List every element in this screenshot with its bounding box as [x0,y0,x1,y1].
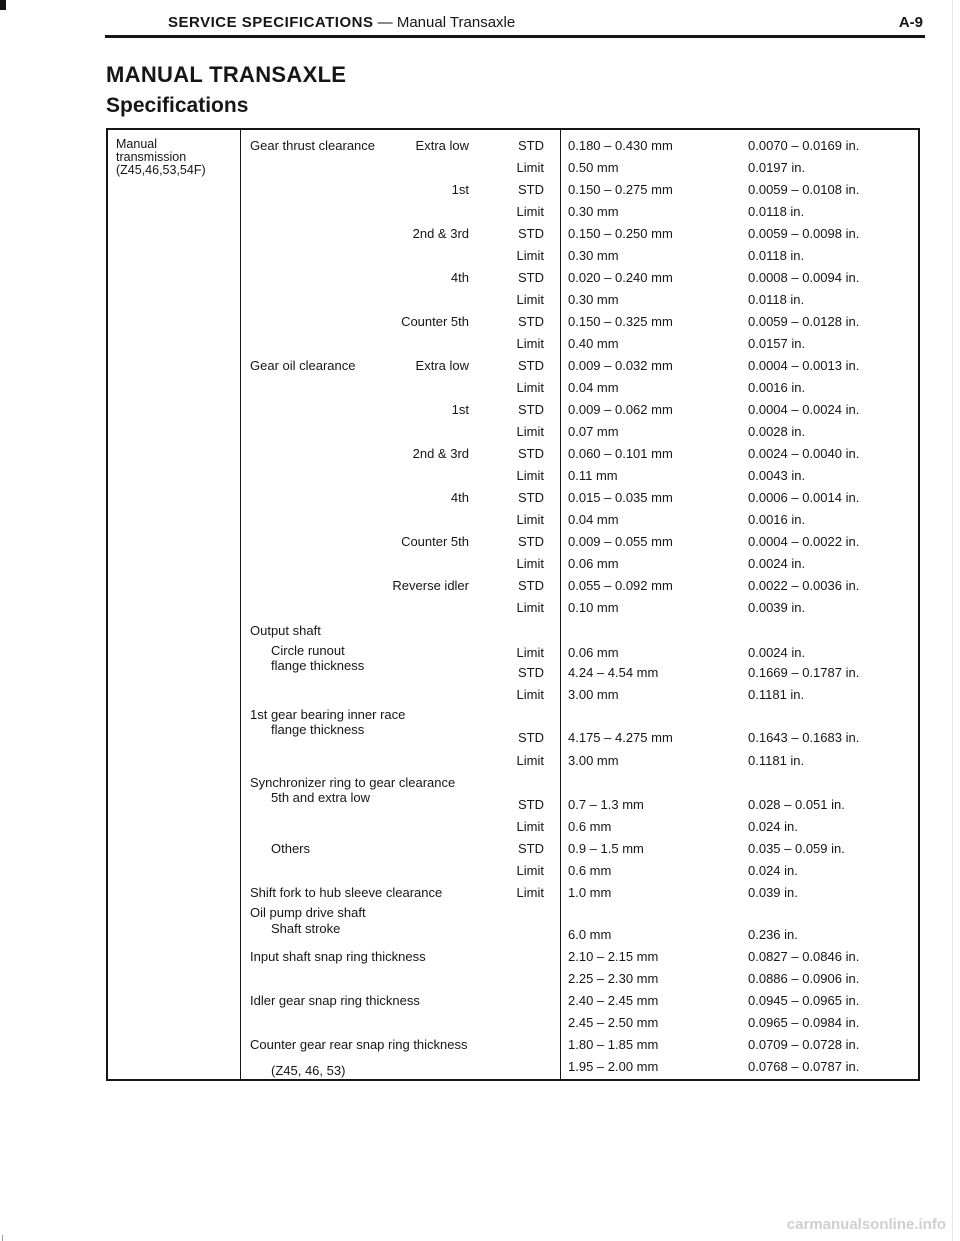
section-label-line: transmission [116,150,187,164]
spec-subitem-label: Others [271,841,311,856]
spec-subitem-label: (Z45, 46, 53) [271,1063,346,1078]
page-subtitle: Specifications [106,94,249,117]
spec-metric-value: 6.0 mm [568,927,612,942]
spec-subitem-label: Circle runout [271,643,345,658]
spec-imperial-value: 0.0945 – 0.0965 in. [748,993,860,1008]
spec-group-label: Gear oil clearance [250,358,356,373]
spec-imperial-value: 0.0118 in. [748,292,805,307]
spec-type-label: Limit [516,512,544,527]
spec-imperial-value: 0.0039 in. [748,600,806,615]
spec-imperial-value: 0.0004 – 0.0013 in. [748,358,860,373]
spec-imperial-value: 0.0827 – 0.0846 in. [748,949,860,964]
spec-imperial-value: 0.0024 in. [748,556,806,571]
scan-edge-mark [2,1235,3,1241]
spec-type-label: STD [518,730,544,745]
header-title [168,14,515,31]
spec-type-label: Limit [516,687,544,702]
scan-corner-mark [0,0,6,10]
spec-imperial-value: 0.0118 in. [748,204,805,219]
spec-group-label: Oil pump drive shaft [250,905,366,920]
spec-metric-value: 0.009 – 0.055 mm [568,534,673,549]
spec-item-label: 1st [451,182,469,197]
section-label-line: Manual [116,137,157,151]
spec-imperial-value: 0.0157 in. [748,336,806,351]
spec-type-label: STD [518,402,544,417]
spec-metric-value: 0.30 mm [568,204,619,219]
spec-metric-value: 2.40 – 2.45 mm [568,993,659,1008]
spec-type-label: STD [518,358,544,373]
spec-imperial-value: 0.0059 – 0.0128 in. [748,314,860,329]
spec-type-label: STD [518,446,544,461]
spec-group-label: Synchronizer ring to gear clearance [250,775,456,790]
spec-imperial-value: 0.0016 in. [748,512,806,527]
spec-subitem-label: Shaft stroke [271,921,341,936]
spec-metric-value: 0.06 mm [568,645,619,660]
spec-imperial-value: 0.0059 – 0.0098 in. [748,226,860,241]
spec-metric-value: 2.45 – 2.50 mm [568,1015,659,1030]
spec-imperial-value: 0.1181 in. [748,687,805,702]
spec-item-label: Extra low [415,138,469,153]
spec-type-label: STD [518,797,544,812]
spec-metric-value: 0.180 – 0.430 mm [568,138,673,153]
spec-type-label: STD [518,490,544,505]
spec-item-label: Extra low [415,358,469,373]
header-separator: — [377,14,393,31]
spec-metric-value: 2.25 – 2.30 mm [568,971,659,986]
spec-imperial-value: 0.0965 – 0.0984 in. [748,1015,860,1030]
spec-subitem-label: flange thickness [271,658,365,673]
header-rule [105,35,925,38]
spec-metric-value: 0.07 mm [568,424,619,439]
section-label-line: (Z45,46,53,54F) [116,163,206,177]
spec-type-label: Limit [516,424,544,439]
header-topic: Manual Transaxle [396,14,516,31]
column-divider-section [240,130,241,1079]
spec-metric-value: 0.150 – 0.250 mm [568,226,673,241]
spec-metric-value: 0.060 – 0.101 mm [568,446,673,461]
spec-imperial-value: 0.0016 in. [748,380,806,395]
spec-subitem-label: flange thickness [271,722,365,737]
spec-type-label: Limit [516,645,544,660]
spec-metric-value: 0.020 – 0.240 mm [568,270,673,285]
spec-item-label: 4th [450,270,469,285]
spec-imperial-value: 0.236 in. [748,927,798,942]
spec-metric-value: 0.015 – 0.035 mm [568,490,673,505]
spec-imperial-value: 0.0008 – 0.0094 in. [748,270,860,285]
spec-imperial-value: 0.0022 – 0.0036 in. [748,578,860,593]
spec-metric-value: 0.7 – 1.3 mm [568,797,644,812]
spec-subitem-label: 5th and extra low [271,790,371,805]
spec-type-label: Limit [516,204,544,219]
spec-type-label: Limit [516,380,544,395]
spec-metric-value: 0.50 mm [568,160,619,175]
spec-metric-value: 2.10 – 2.15 mm [568,949,659,964]
spec-item-label: 1st [451,402,469,417]
spec-imperial-value: 0.0709 – 0.0728 in. [748,1037,860,1052]
spec-metric-value: 0.009 – 0.062 mm [568,402,673,417]
scan-edge-line [952,0,953,1241]
spec-type-label: STD [518,270,544,285]
spec-group-label: Gear thrust clearance [250,138,376,153]
section-label [116,138,206,177]
spec-type-label: STD [518,665,544,680]
spec-type-label: Limit [516,600,544,615]
spec-metric-value: 0.055 – 0.092 mm [568,578,673,593]
spec-imperial-value: 0.0006 – 0.0014 in. [748,490,860,505]
spec-imperial-value: 0.024 in. [748,819,798,834]
spec-metric-value: 0.6 mm [568,819,612,834]
spec-metric-value: 0.30 mm [568,248,619,263]
spec-metric-value: 1.80 – 1.85 mm [568,1037,659,1052]
spec-imperial-value: 0.0024 in. [748,645,806,660]
spec-imperial-value: 0.0004 – 0.0024 in. [748,402,860,417]
spec-metric-value: 0.10 mm [568,600,619,615]
spec-group-label: Input shaft snap ring thickness [250,949,426,964]
spec-type-label: Limit [516,468,544,483]
spec-metric-value: 0.9 – 1.5 mm [568,841,644,856]
spec-type-label: Limit [516,556,544,571]
spec-metric-value: 0.04 mm [568,380,619,395]
spec-type-label: STD [518,138,544,153]
spec-imperial-value: 0.0004 – 0.0022 in. [748,534,860,549]
spec-metric-value: 0.6 mm [568,863,612,878]
spec-imperial-value: 0.0768 – 0.0787 in. [748,1059,860,1074]
spec-type-label: STD [518,578,544,593]
spec-imperial-value: 0.0197 in. [748,160,806,175]
spec-imperial-value: 0.024 in. [748,863,798,878]
spec-type-label: Limit [516,753,544,768]
spec-imperial-value: 0.0886 – 0.0906 in. [748,971,860,986]
spec-group-label: Idler gear snap ring thickness [250,993,420,1008]
spec-item-label: Counter 5th [401,534,469,549]
spec-metric-value: 0.04 mm [568,512,619,527]
spec-type-label: Limit [516,863,544,878]
spec-imperial-value: 0.0059 – 0.0108 in. [748,182,860,197]
spec-metric-value: 0.06 mm [568,556,619,571]
spec-type-label: STD [518,841,544,856]
page-number: A-9 [898,14,923,31]
column-divider-values [560,130,561,1079]
spec-group-label: Shift fork to hub sleeve clearance [250,885,443,900]
spec-imperial-value: 0.1181 in. [748,753,805,768]
spec-metric-value: 0.40 mm [568,336,619,351]
spec-type-label: STD [518,226,544,241]
spec-imperial-value: 0.035 – 0.059 in. [748,841,845,856]
spec-metric-value: 4.24 – 4.54 mm [568,665,659,680]
spec-item-label: 4th [450,490,469,505]
spec-type-label: Limit [516,885,544,900]
spec-imperial-value: 0.1643 – 0.1683 in. [748,730,860,745]
header-section: SERVICE SPECIFICATIONS [168,14,374,31]
spec-item-label: Reverse idler [392,578,469,593]
spec-type-label: Limit [516,160,544,175]
spec-metric-value: 1.0 mm [568,885,612,900]
specifications-table [106,128,920,1081]
spec-imperial-value: 0.0118 in. [748,248,805,263]
spec-group-label: Output shaft [250,623,321,638]
spec-imperial-value: 0.039 in. [748,885,798,900]
spec-metric-value: 3.00 mm [568,753,619,768]
spec-type-label: STD [518,534,544,549]
spec-item-label: Counter 5th [401,314,469,329]
spec-metric-value: 0.009 – 0.032 mm [568,358,673,373]
spec-item-label: 2nd & 3rd [412,226,469,241]
spec-item-label: 2nd & 3rd [412,446,469,461]
spec-imperial-value: 0.0070 – 0.0169 in. [748,138,860,153]
spec-metric-value: 1.95 – 2.00 mm [568,1059,659,1074]
spec-imperial-value: 0.0028 in. [748,424,806,439]
spec-group-label: Counter gear rear snap ring thickness [250,1037,468,1052]
spec-type-label: STD [518,182,544,197]
spec-type-label: Limit [516,248,544,263]
spec-imperial-value: 0.1669 – 0.1787 in. [748,665,860,680]
spec-imperial-value: 0.0043 in. [748,468,806,483]
spec-metric-value: 0.150 – 0.325 mm [568,314,673,329]
spec-imperial-value: 0.028 – 0.051 in. [748,797,845,812]
spec-metric-value: 0.30 mm [568,292,619,307]
spec-group-label: 1st gear bearing inner race [250,707,406,722]
watermark: carmanualsonline.info [786,1216,946,1233]
page-title: MANUAL TRANSAXLE [106,62,347,87]
spec-imperial-value: 0.0024 – 0.0040 in. [748,446,860,461]
spec-metric-value: 4.175 – 4.275 mm [568,730,673,745]
spec-type-label: Limit [516,336,544,351]
spec-type-label: Limit [516,819,544,834]
spec-type-label: STD [518,314,544,329]
spec-metric-value: 0.11 mm [568,468,618,483]
spec-type-label: Limit [516,292,544,307]
spec-metric-value: 0.150 – 0.275 mm [568,182,673,197]
spec-metric-value: 3.00 mm [568,687,619,702]
